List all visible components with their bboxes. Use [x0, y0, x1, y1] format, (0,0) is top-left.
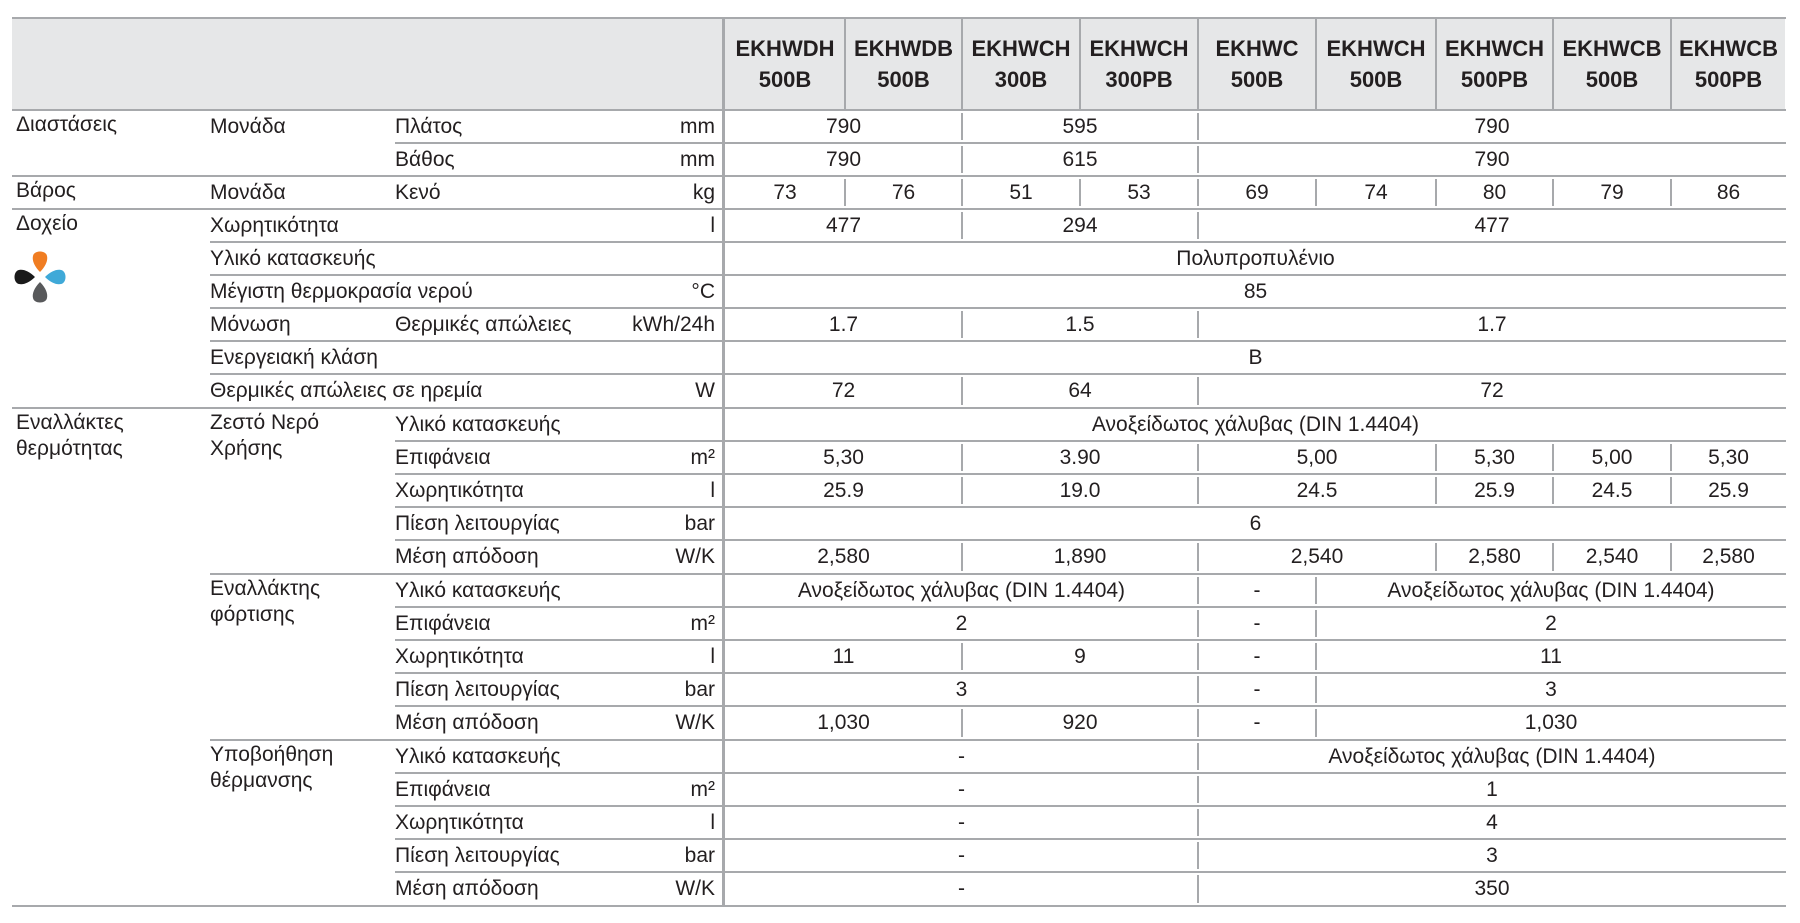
- model-variant: 300B: [994, 67, 1048, 92]
- cell-divider: [961, 113, 963, 140]
- row-parameter-label: Υλικό κατασκευής: [395, 578, 561, 602]
- model-variant: 500B: [1349, 67, 1403, 92]
- value-cell: 11: [1540, 644, 1562, 668]
- header-divider: [844, 18, 846, 110]
- row-group-label: Μόνωση: [210, 312, 291, 336]
- cell-divider: [1435, 179, 1437, 206]
- row-parameter-label: Πλάτος: [395, 114, 463, 138]
- value-cell: 1.7: [828, 312, 859, 336]
- value-cell: 51: [1009, 180, 1033, 204]
- model-variant: 500PB: [1460, 67, 1529, 92]
- value-cell: 350: [1474, 877, 1510, 900]
- value-cell: -: [1253, 611, 1261, 635]
- cell-divider: [1197, 113, 1199, 140]
- cell-divider: [961, 477, 963, 504]
- value-cell: 2: [955, 611, 968, 635]
- model-variant: 500B: [758, 67, 812, 92]
- model-series: EKHWCH: [1326, 36, 1426, 61]
- model-series: EKHWDH: [735, 36, 835, 61]
- cell-divider: [961, 444, 963, 471]
- model-series: EKHWCB: [1562, 36, 1662, 61]
- value-cell: 3: [1486, 843, 1498, 867]
- value-cell: -: [1253, 677, 1261, 701]
- row-group-label: Υλικό κατασκευής: [210, 246, 376, 270]
- cell-divider: [1435, 444, 1437, 471]
- cell-divider: [1670, 543, 1672, 571]
- value-cell: 4: [1486, 810, 1498, 834]
- value-cell: 5,30: [823, 445, 864, 469]
- value-cell: -: [958, 877, 965, 900]
- cell-divider: [1197, 543, 1199, 571]
- value-cell: 24.5: [1296, 478, 1338, 502]
- row-parameter-label: Βάθος: [395, 147, 455, 171]
- model-series: EKHWDB: [854, 36, 953, 61]
- cell-divider: [1079, 179, 1081, 206]
- value-cell: 3: [1545, 677, 1557, 701]
- cell-divider: [1435, 543, 1437, 571]
- table-top-border: [12, 17, 1786, 19]
- cell-divider: [1435, 477, 1437, 504]
- value-cell: 2,540: [1585, 545, 1639, 568]
- cell-divider: [1197, 311, 1199, 338]
- model-series: EKHWCH: [1089, 36, 1189, 61]
- header-bottom-border: [12, 109, 1786, 111]
- unit-label: m²: [690, 777, 715, 801]
- header-divider: [1197, 18, 1199, 110]
- row-group-label: Μονάδα: [210, 114, 286, 138]
- value-cell: -: [958, 777, 965, 801]
- value-cell: -: [958, 810, 965, 834]
- cell-divider: [1552, 444, 1554, 471]
- cell-divider: [1552, 477, 1554, 504]
- row-group-label: Μονάδα: [210, 180, 286, 204]
- cell-divider: [1197, 212, 1199, 239]
- value-cell: 25.9: [823, 478, 864, 502]
- value-cell: 1,890: [1053, 545, 1107, 568]
- value-cell: 595: [1062, 114, 1098, 138]
- value-cell: 790: [1474, 147, 1510, 171]
- row-parameter-label: Επιφάνεια: [395, 611, 491, 635]
- cell-divider: [961, 146, 963, 173]
- header-divider: [1552, 18, 1554, 110]
- value-cell: 920: [1062, 711, 1098, 734]
- row-group-label: Θερμικές απώλειες σε ηρεμία: [210, 379, 483, 402]
- cell-divider: [1197, 146, 1199, 173]
- cell-divider: [1197, 842, 1199, 869]
- value-cell: -: [958, 744, 965, 768]
- value-cell: 477: [1474, 213, 1510, 237]
- model-series: EKHWCH: [971, 36, 1071, 61]
- unit-label: m²: [690, 611, 715, 635]
- blue-drop: [45, 270, 66, 284]
- cell-divider: [961, 212, 963, 239]
- value-cell: 1,030: [817, 711, 870, 734]
- header-divider: [1670, 18, 1672, 110]
- value-cell: 1.7: [1477, 312, 1507, 336]
- value-cell: 25.9: [1708, 478, 1749, 502]
- value-cell: -: [1253, 578, 1261, 602]
- value-cell: 5,30: [1474, 445, 1515, 469]
- model-series: EKHWC: [1215, 36, 1299, 61]
- unit-label: bar: [684, 843, 715, 867]
- value-cell: -: [1253, 711, 1261, 734]
- row-parameter-label: Υλικό κατασκευής: [395, 744, 561, 768]
- cell-divider: [1670, 477, 1672, 504]
- cell-divider: [844, 179, 846, 206]
- value-cell: 5,30: [1708, 445, 1749, 469]
- row-parameter-label: Υλικό κατασκευής: [395, 412, 561, 436]
- model-variant: 300PB: [1105, 67, 1173, 92]
- column-header-model: [1080, 18, 1198, 110]
- column-header-model: [1316, 18, 1436, 110]
- row-category-label: Εναλλάκτες θερμότητας: [16, 411, 124, 460]
- value-cell: 3: [955, 677, 968, 701]
- row-parameter-label: Χωρητικότητα: [395, 810, 524, 834]
- value-cell: 294: [1062, 213, 1098, 237]
- value-cell: 790: [825, 114, 862, 138]
- value-cell: 790: [825, 147, 862, 171]
- cell-divider: [1197, 676, 1199, 703]
- value-cell: 79: [1600, 180, 1624, 204]
- value-cell: 477: [825, 213, 862, 237]
- cell-divider: [1197, 709, 1199, 737]
- model-variant: 500B: [877, 67, 930, 92]
- value-cell: 76: [891, 180, 916, 204]
- unit-label: m²: [690, 445, 715, 469]
- black-drop: [15, 270, 36, 284]
- cell-divider: [1315, 610, 1317, 637]
- row-parameter-label: Χωρητικότητα: [395, 644, 524, 668]
- value-cell: 5,00: [1591, 445, 1633, 469]
- value-cell: 1.5: [1065, 312, 1095, 336]
- value-cell: 1,030: [1524, 711, 1578, 734]
- value-cell: 615: [1062, 147, 1098, 171]
- cell-divider: [1315, 179, 1317, 206]
- value-cell: 86: [1716, 180, 1741, 204]
- unit-label: bar: [684, 511, 715, 535]
- header-divider: [1435, 18, 1437, 110]
- row-category-label: Βάρος: [16, 179, 76, 202]
- value-cell: 2,580: [1702, 545, 1755, 568]
- value-cell: 6: [1249, 511, 1262, 535]
- unit-label: kg: [692, 180, 715, 204]
- value-cell: -: [1253, 644, 1261, 668]
- model-variant: 500PB: [1694, 67, 1763, 92]
- unit-label: mm: [680, 114, 715, 138]
- column-header-model: [845, 18, 962, 110]
- unit-label: W/K: [675, 877, 715, 900]
- value-cell: 72: [1480, 379, 1504, 402]
- value-cell: 3.90: [1059, 445, 1101, 469]
- row-parameter-label: Θερμικές απώλειες: [395, 312, 572, 336]
- header-divider: [1079, 18, 1081, 110]
- value-cell: 2,580: [1468, 545, 1521, 568]
- value-cell: Ανοξείδωτος χάλυβας (DIN 1.4404): [1091, 412, 1420, 436]
- value-cell: 64: [1068, 379, 1092, 402]
- cell-divider: [1552, 543, 1554, 571]
- model-variant: 500B: [1585, 67, 1639, 92]
- header-divider: [1315, 18, 1317, 110]
- row-parameter-label: Επιφάνεια: [395, 777, 491, 801]
- row-group-label: Ζεστό Νερό Χρήσης: [210, 411, 320, 460]
- cell-divider: [1197, 577, 1199, 604]
- value-cell: Ανοξείδωτος χάλυβας (DIN 1.4404): [797, 578, 1126, 602]
- unit-label: l: [710, 213, 715, 237]
- row-parameter-label: Πίεση λειτουργίας: [395, 677, 560, 701]
- data-left-border: [722, 18, 725, 906]
- cell-divider: [1315, 643, 1317, 670]
- value-cell: 24.5: [1591, 478, 1633, 502]
- column-header-model: [1436, 18, 1553, 110]
- row-group-label: Υποβοήθηση θέρμανσης: [210, 743, 334, 792]
- value-cell: 53: [1127, 180, 1151, 204]
- cell-divider: [1315, 709, 1317, 737]
- cell-divider: [1670, 179, 1672, 206]
- value-cell: 1: [1486, 777, 1498, 801]
- cell-divider: [961, 643, 963, 670]
- value-cell: 73: [773, 180, 797, 204]
- value-cell: 2,540: [1290, 545, 1344, 568]
- header-divider: [961, 18, 963, 110]
- unit-label: l: [710, 478, 715, 502]
- column-header-model: [1553, 18, 1671, 110]
- column-header-model: [1671, 18, 1786, 110]
- row-parameter-label: Μέση απόδοση: [395, 711, 539, 734]
- row-parameter-label: Χωρητικότητα: [395, 478, 524, 502]
- cell-divider: [1315, 676, 1317, 703]
- value-cell: 69: [1245, 180, 1269, 204]
- value-cell: 72: [831, 379, 856, 402]
- row-parameter-label: Πίεση λειτουργίας: [395, 843, 560, 867]
- row-parameter-label: Επιφάνεια: [395, 445, 491, 469]
- unit-label: W/K: [675, 711, 715, 734]
- unit-label: mm: [680, 147, 715, 171]
- row-divider: [12, 905, 1786, 907]
- cell-divider: [1197, 643, 1199, 670]
- cell-divider: [1197, 610, 1199, 637]
- orange-drop: [33, 252, 47, 273]
- cell-divider: [961, 377, 963, 405]
- value-cell: 25.9: [1474, 478, 1515, 502]
- value-cell: 5,00: [1296, 445, 1338, 469]
- cell-divider: [1197, 776, 1199, 803]
- value-cell: Ανοξείδωτος χάλυβας (DIN 1.4404): [1387, 578, 1715, 602]
- daikin-drops-logo-icon: [11, 247, 69, 307]
- row-parameter-label: Μέση απόδοση: [395, 545, 539, 568]
- unit-label: bar: [684, 677, 715, 701]
- cell-divider: [1197, 875, 1199, 903]
- cell-divider: [1197, 809, 1199, 836]
- unit-label: W/K: [675, 545, 715, 568]
- cell-divider: [1315, 577, 1317, 604]
- value-cell: Ανοξείδωτος χάλυβας (DIN 1.4404): [1328, 744, 1656, 768]
- cell-divider: [1197, 444, 1199, 471]
- row-group-label: Ενεργειακή κλάση: [210, 345, 378, 369]
- model-series: EKHWCH: [1445, 36, 1544, 61]
- value-cell: 74: [1364, 180, 1388, 204]
- cell-divider: [1197, 179, 1199, 206]
- row-group-label: Χωρητικότητα: [210, 213, 339, 237]
- unit-label: kWh/24h: [632, 312, 715, 336]
- row-category-label: Δοχείο: [16, 212, 78, 235]
- cell-divider: [1197, 377, 1199, 405]
- row-group-label: Μέγιστη θερμοκρασία νερού: [210, 279, 473, 303]
- value-cell: 85: [1243, 279, 1268, 303]
- row-parameter-label: Κενό: [395, 180, 441, 204]
- value-cell: 80: [1482, 180, 1507, 204]
- cell-divider: [1552, 179, 1554, 206]
- cell-divider: [1197, 743, 1199, 770]
- row-parameter-label: Πίεση λειτουργίας: [395, 511, 560, 535]
- value-cell: Πολυπροπυλένιο: [1176, 246, 1335, 270]
- column-header-model: [1198, 18, 1316, 110]
- column-header-model: [725, 18, 845, 110]
- value-cell: 19.0: [1059, 478, 1101, 502]
- cell-divider: [1670, 444, 1672, 471]
- cell-divider: [961, 179, 963, 206]
- value-cell: 11: [832, 644, 855, 668]
- value-cell: 790: [1474, 114, 1510, 138]
- column-header-model: [962, 18, 1080, 110]
- value-cell: 2,580: [817, 545, 870, 568]
- value-cell: -: [958, 843, 965, 867]
- cell-divider: [961, 709, 963, 737]
- unit-label: l: [710, 644, 715, 668]
- value-cell: 9: [1074, 644, 1086, 668]
- row-group-label: Εναλλάκτης φόρτισης: [210, 577, 321, 626]
- value-cell: 2: [1545, 611, 1557, 635]
- grey-drop: [33, 282, 47, 303]
- cell-divider: [1197, 477, 1199, 504]
- unit-label: W: [695, 379, 715, 402]
- unit-label: °C: [691, 279, 715, 303]
- cell-divider: [961, 543, 963, 571]
- row-category-label: Διαστάσεις: [16, 113, 118, 136]
- value-cell: B: [1248, 345, 1263, 369]
- model-series: EKHWCB: [1679, 36, 1778, 61]
- unit-label: l: [710, 810, 715, 834]
- cell-divider: [961, 311, 963, 338]
- model-variant: 500B: [1230, 67, 1284, 92]
- row-parameter-label: Μέση απόδοση: [395, 877, 539, 900]
